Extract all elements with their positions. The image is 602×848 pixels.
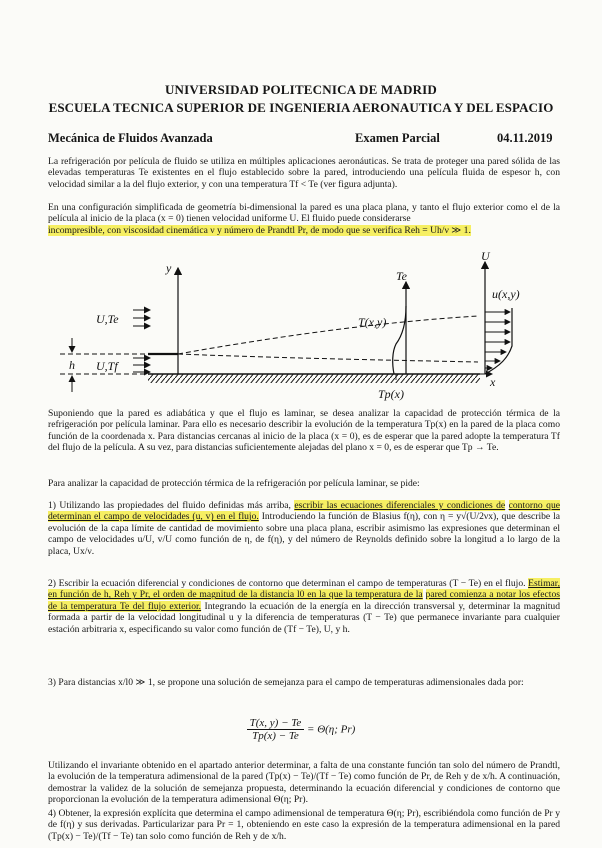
- intro-paragraph-3: [48, 225, 560, 236]
- thickness-label: h: [69, 358, 75, 372]
- thermal-layer-lower: [178, 354, 478, 362]
- question-2-highlight-b: pared comienza a notar los efectos de la temperatura Te del flujo exterior.: [48, 589, 561, 612]
- question-1-rest: Introduciendo la función de Blasius f(η), con η = y√(U/2νx), que describe la evolución de la capa límite de cantidad de movimiento sobre una placa plana, escribir asimismo las expresiones que determinan el campo de velocidades u/U, v/U como función de η, de f(η), y del número de Reynolds definido sobre la longitud a lo largo de la placa, Ux/ν.: [48, 511, 560, 557]
- velocity-axis-label: U: [481, 249, 490, 263]
- exam-type: Examen Parcial: [355, 131, 440, 145]
- wall-hatching: [148, 374, 480, 383]
- ask-paragraph: Para analizar la capacidad de protección térmica de la refrigeración por película laminar, se pide:: [48, 478, 420, 489]
- outer-flow-label: U,Te: [96, 312, 119, 326]
- equation-rhs: = Θ(η; Pr): [307, 723, 356, 736]
- temperature-label: Te: [396, 269, 407, 283]
- question-1: [48, 500, 560, 557]
- x-axis-label: x: [490, 375, 496, 389]
- film-flow-label: U,Tf: [96, 359, 118, 373]
- question-1-highlight-b: contorno que determinan el campo de velocidades (u, v) en el flujo.: [48, 500, 560, 523]
- question-4: 4) Obtener, la expresión explícita que determina el campo adimensional de temperatura Θ(η; Pr), escribiéndola como función de Pr y de f(η) y sus derivadas. Particularizar para Pr = 1, obteniendo en este caso la expresión de la temperatura adimensional en la pared (Tp(x) − Te)/(Tf − Te) tan solo como función de Reh y de x/h.: [48, 808, 560, 842]
- exam-date: 04.11.2019: [497, 131, 553, 145]
- intro-paragraph-2: En una configuración simplificada de geometría bi-dimensional la pared es una placa plana, y tanto el flujo exterior como el de la película al inicio de la placa (x = 0) tienen velocidad uniforme U. El fluido puede considerarse: [48, 202, 560, 225]
- question-2-lead: 2) Escribir la ecuación diferencial y condiciones de contorno que determinan el campo de temperaturas (T − Te) en el flujo.: [48, 578, 526, 589]
- question-1-lead: 1) Utilizando las propiedades del fluido definidas más arriba,: [48, 500, 291, 511]
- question-3-continued: Utilizando el invariante obtenido en el apartado anterior determinar, a falta de una constante función tan solo del número de Prandtl, la evolución de la temperatura adimensional de la pared (Tp(x) − Te)/(Tf − Te) como función de Pr, de Reh y de x/h. A continuación, demostrar la validez de la solución de semejanza propuesta, determinando la ecuación diferencial y condiciones de contorno que proporcionan la evolución de la temperatura adimensional Θ(η; Pr).: [48, 760, 560, 806]
- question-2: [48, 578, 560, 635]
- temperature-profile-label: T(x,y): [358, 315, 387, 329]
- wall-temperature-label: Tp(x): [378, 387, 404, 401]
- question-1-highlight-a: escribir las ecuaciones diferenciales y condiciones de: [294, 500, 506, 511]
- equation-numerator: T(x, y) − Te: [247, 717, 305, 730]
- equation-denominator: Tp(x) − Te: [252, 730, 299, 742]
- thermal-layer-upper: [178, 316, 478, 354]
- adiabatic-paragraph: Suponiendo que la pared es adiabática y que el flujo es laminar, se desea analizar la capacidad de protección térmica de la refrigeración por película laminar. Para ello es necesario describir la evolución de la temperatura Tp(x) en la pared de la placa como función de la coordenada x. Para distancias cercanas al inicio de la placa (x = 0), es de esperar que la pared adopte la temperatura Tf del flujo de la película. A su vez, para distancias suficientemente alejadas del plano x = 0, es de esperar que Tp → Te.: [48, 408, 560, 454]
- temperature-profile: [393, 306, 406, 374]
- y-axis-label: y: [166, 261, 172, 275]
- velocity-profile-label: u(x,y): [492, 287, 520, 301]
- question-2-rest: Integrando la ecuación de la energía en la dirección transversal y, determinar la magnitud formada a partir de la velocidad longitudinal u y la diferencia de temperaturas (T − Te) que permanece invariante para cualquier estación arbitraria x, especificando su valor como función de (Tf − Te), U, y h.: [48, 600, 561, 635]
- intro-paragraph-1: La refrigeración por película de fluido se utiliza en múltiples aplicaciones aeronáuticas. Se trata de proteger una pared sólida de las elevadas temperaturas Te existentes en el flujo establecido sobre la pared, introduciendo una película fluida de espesor h, con velocidad similar a la del flujo exterior, y con una temperatura Tf < Te (ver figura adjunta).: [48, 156, 560, 190]
- question-3: 3) Para distancias x/l0 ≫ 1, se propone una solución de semejanza para el campo de temperaturas adimensionales dada por:: [48, 677, 524, 688]
- similarity-equation: [0, 717, 602, 742]
- highlight-reynolds: incompresible, con viscosidad cinemática ν y número de Prandtl Pr, de modo que se verifica Reh = Uh/ν ≫ 1.: [48, 225, 471, 236]
- film-cooling-figure: [60, 246, 560, 404]
- course-name: Mecánica de Fluidos Avanzada: [48, 131, 213, 145]
- university-title: UNIVERSIDAD POLITECNICA DE MADRID: [164, 82, 438, 97]
- velocity-profile: [485, 308, 512, 374]
- question-2-highlight-a: Estimar, en función de h, Reh y Pr, el orden de magnitud de la distancia l0 en la que la temperatura de la: [48, 578, 560, 601]
- school-title: ESCUELA TECNICA SUPERIOR DE INGENIERIA AERONAUTICA Y DEL ESPACIO: [48, 100, 554, 115]
